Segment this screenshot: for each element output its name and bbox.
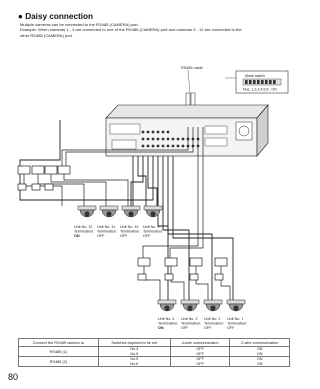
dome-camera-2 xyxy=(204,300,222,311)
dome-camera-11 xyxy=(100,206,118,217)
dome-camera-1 xyxy=(227,300,245,311)
dome-camera-3 xyxy=(181,300,199,311)
mode-switch-panel xyxy=(236,71,288,93)
switch-state: ON xyxy=(256,351,263,356)
camera-label-unit-10: Unit No. 10 Termination: OFF xyxy=(120,225,141,238)
dome-camera-12 xyxy=(78,206,96,217)
camera-label-unit-2: Unit No. 2 Termination: OFF xyxy=(204,317,225,330)
table-cell-two-wire xyxy=(230,357,290,367)
dome-camera-4 xyxy=(158,300,176,311)
cable-label: RS485 cable xyxy=(181,66,203,70)
mode-switch-title: Mode switch xyxy=(245,74,265,78)
switch-number: No.5 xyxy=(130,351,139,356)
table-cell-four-wire xyxy=(170,357,230,367)
intro-line: Multiple cameras can be connected to the RS485 (CAMERA) port. xyxy=(20,22,139,27)
camera-label-unit-4: Unit No. 4 Termination: ON xyxy=(158,317,179,330)
table-header: 4-wire communication xyxy=(170,339,230,347)
table-cell-port: RS485 (2) xyxy=(19,357,99,367)
switch-state: ON xyxy=(256,361,263,366)
table-header: Switches required to be set xyxy=(98,339,170,347)
switch-state: OFF xyxy=(196,347,204,351)
section-heading: ● Daisy connection xyxy=(18,12,94,21)
recorder-rear-panel xyxy=(106,105,268,156)
camera-label-unit-11: Unit No. 11 Termination: OFF xyxy=(97,225,118,238)
table-row xyxy=(19,357,290,367)
camera-label-unit-12: Unit No. 12 Termination: ON xyxy=(74,225,95,238)
table-cell-switches xyxy=(98,357,170,367)
intro-line: other RS485 (CAMERA) port. xyxy=(20,32,74,38)
table-header: 2-wire communication xyxy=(230,339,290,347)
switch-number: No.6 xyxy=(130,361,139,366)
switch-state: ON xyxy=(256,357,263,362)
switch-settings-table xyxy=(18,338,290,367)
table-header: Connect the RS485 camera to xyxy=(19,339,99,347)
table-cell-switches xyxy=(98,347,170,357)
table-header-row xyxy=(19,339,290,347)
table-row xyxy=(19,347,290,357)
page-number: 80 xyxy=(8,372,19,382)
switch-state: OFF xyxy=(196,351,204,356)
switch-state: OFF xyxy=(196,357,204,362)
camera-label-unit-1: Unit No. 1 Termination: OFF xyxy=(227,317,248,330)
switch-state: OFF xyxy=(196,361,204,366)
dome-camera-10 xyxy=(122,206,140,217)
intro-line: Example: When cameras 1 - 4 are connected to one of the RS485 (CAMERA) port and cameras 9 - 12 are connected to the xyxy=(20,27,242,33)
camera-label-unit-3: Unit No. 3 Termination: OFF xyxy=(181,317,202,330)
switch-state: ON xyxy=(256,347,263,351)
switch-number: No.3 xyxy=(130,347,139,351)
camera-label-unit-9: Unit No. 9 Termination: OFF xyxy=(143,225,164,238)
table-cell-two-wire xyxy=(230,347,290,357)
table-cell-port: RS485 (1) xyxy=(19,347,99,357)
table-cell-four-wire xyxy=(170,347,230,357)
dome-camera-9 xyxy=(144,206,162,217)
mode-switch-caption: Nos. 1,2,3,4,5,6 : ON xyxy=(243,87,277,92)
switch-number: No.5 xyxy=(130,357,139,362)
